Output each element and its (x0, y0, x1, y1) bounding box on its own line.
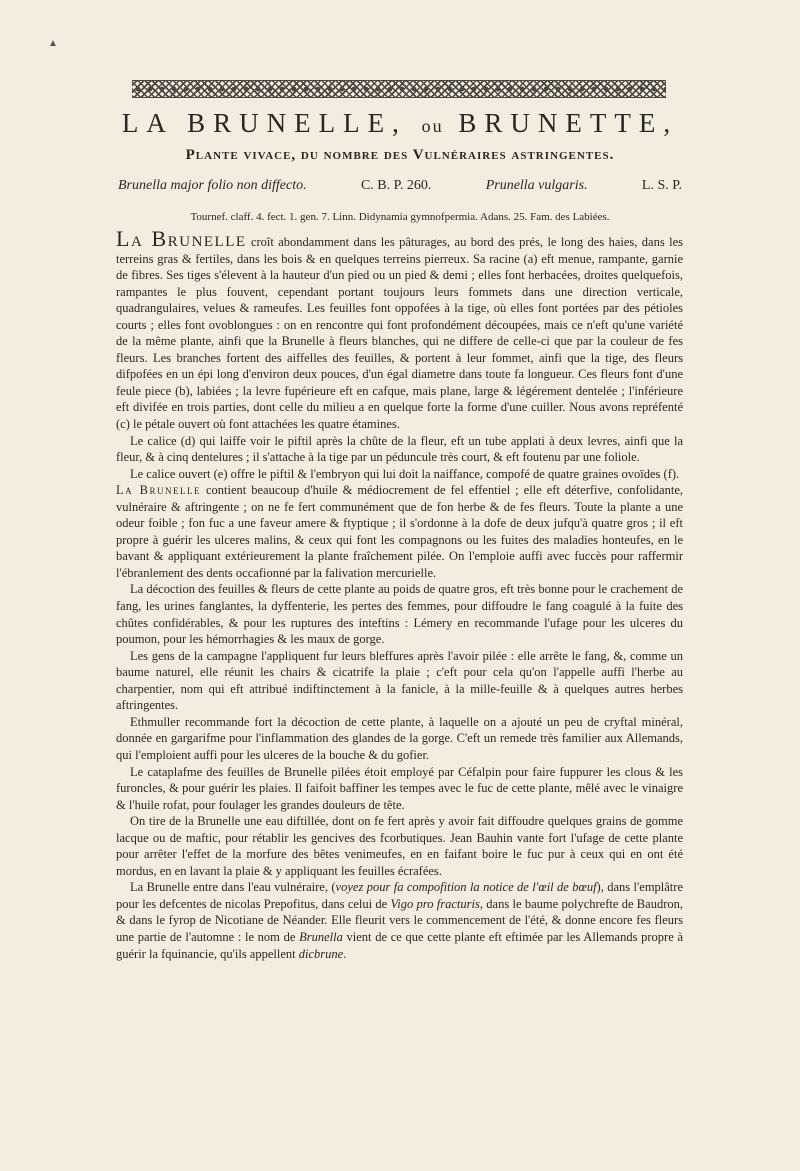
title-main: LA BRUNELLE, (121, 108, 407, 138)
paragraph-10-italic-1: voyez pour fa compofition la notice de l'œil de bœuf (335, 880, 597, 895)
paragraph-1-text: croît abondamment dans les pâturages, au bord des prés, le long des haies, dans les terreins gras & fertiles, dans les bois & en quelques terreins pierreux. Sa racine (a) eft menue, rampante, garnie de fibres. Ses tiges s'élevent à la hauteur d'un pied ou un pied & demi ; elles font herbacées, droites quelquefois, rampantes le plus fouvent, cependant portant toujours leurs fommets dans une direction verticale, quadrangulaires, velues & rameufes. Les feuilles font oppofées à la tige, où elles font portées par des pétioles courts ; elles font ovoblongues : on en rencontre qui font profondément découpées, mais ce n'eft qu'une variété de la même plante, ainfi que la Brunelle à fleurs blanches, qui ne differe de celle-ci que par la couleur de fes fleurs. Les branches fortent des aiffelles des feuilles, & portent à leur fommet, ainfi que la tige, des fleurs difpofées en un épi long d'environ deux pouces, d'un égal diametre dans toute fa longueur. Ces fleurs font d'une feule piece (b), labiées ; la levre fupérieure eft en cafque, mais plane, large & légérement dentelée ; l'inférieure eft divifée en trois parties, dont celle du milieu a en quelque forte la forme d'une cuiller. Nous avons repréfenté (c) le pétale ouvert où font attachées les quatre étamines. (116, 235, 683, 432)
paragraph-6: Les gens de la campagne l'appliquent fur leurs bleffures après l'avoir pilée : elle arrête le fang, &, comme un baume naturel, elle réunit les chairs & cicatrife la plaie ; c'eft pour cela qu'on l'appelle auffi l'herbe au charpentier, nom qui eft attribué indiftinctement à la fanicle, à la mille-feuille & à quelques autres herbes aftringentes. (116, 648, 683, 713)
corner-mark: ▲ (48, 38, 58, 49)
paragraph-10-italic-2: Vigo pro fracturis (390, 896, 480, 911)
paragraph-10-italic-3: Brunella (299, 929, 343, 944)
title-ou: ou (421, 116, 444, 136)
paragraph-10 (116, 879, 683, 962)
paragraph-10-part-c: , dans le baume polychrefte de Baudron, & dans le fyrop de Nicotiane de Néander. Elle fleurit vers le commencement de l'été, & donne encore fes fleurs une partie de l'automne : le nom de (116, 896, 683, 944)
body-text (116, 226, 684, 962)
classification-references: Tournef. claff. 4. fect. 1. gen. 7. Linn. Didynamia gymnofpermia. Adans. 25. Fam. des Labiées. (190, 211, 610, 223)
paragraph-10-part-a: La Brunelle entre dans l'eau vulnéraire, ( (130, 880, 336, 895)
paragraph-10-part-e: . (343, 946, 347, 961)
paragraph-10-part-b: ), dans l'emplâtre pour les defcentes de nicolas Prepofitus, dans celui de (116, 880, 683, 911)
paragraph-1 (116, 226, 683, 433)
synonyms-line (118, 178, 682, 194)
paragraph-4-lead: La Brunelle (116, 483, 201, 498)
paragraph-3: Le calice ouvert (e) offre le piftil & l'embryon qui lui doit la naiffance, compofé de quatre graines ovoïdes (f). (130, 466, 680, 481)
paragraph-4 (116, 482, 683, 581)
paragraph-5: La décoction des feuilles & fleurs de cette plante au poids de quatre gros, eft très bonne pour le crachement de fang, les urines fanglantes, la dyffenterie, les pertes des femmes, pour diffoudre le fang coagulé à la fuite des chûtes confidérables, & pour les ruptures des inteftins : Lémery en recommande l'ufage pour les ulceres du poumon, pour les hémorrhagies & les maux de gorge. (116, 582, 683, 647)
subtitle: Plante vivace, du nombre des Vulnéraires astringentes. (185, 147, 615, 163)
synonym-ref-1: C. B. P. 260. (360, 178, 432, 193)
title-alt: BRUNETTE, (458, 108, 679, 138)
synonym-latin-1: Brunella major folio non diffecto. (118, 178, 307, 193)
paragraph-10-part-d: vient de ce que cette plante eft eftimée par les Allemands propre à guérir la fquinancie, qu'ils appellent (116, 929, 683, 961)
paragraph-10-italic-4: dicbrune (298, 946, 344, 961)
paragraph-7: Ethmuller recommande fort la décoction de cette plante, à laquelle on a ajouté un peu de cryftal minéral, donnée en gargarifme pour l'inflammation des glandes de la gorge. C'eft un remede très familier aux Allemands, qui l'emploient auffi pour les ulceres de la bouche & du gofier. (116, 714, 683, 762)
paragraph-1-lead: La Brunelle (116, 226, 247, 251)
paragraph-4-text: contient beaucoup d'huile & médiocrement de fel effentiel ; elle eft déterfive, confolidante, vulnéraire & aftringente ; on ne fe fert communément que de fon herbe & de fes fleurs. Toute la plante a une odeur foible ; fon fuc a une faveur amere & ftyptique ; il s'ordonne à la dofe de deux jufqu'à quatre gros ; il eft propre à guérir les ulceres malins, & ceux qui font les compagnons ou les fuites des maladies honteufes, en le bavant & appliquant extérieurement la plante fraîchement pilée. On l'emploie auffi avec fuccès pour raffermir l'ébranlement des dents occafionné par la falivation mercurielle. (116, 483, 684, 580)
synonym-ref-2: L. S. P. (641, 178, 682, 193)
page-title (120, 108, 680, 139)
paragraph-2: Le calice (d) qui laiffe voir le piftil après la chûte de la fleur, eft un tube applati à deux levres, ainfi que la fleur, & à cinq dentelures ; il s'attache à la tige par un péduncule très court, & eft foutenu par une foliole. (116, 433, 683, 465)
paragraph-9: On tire de la Brunelle une eau diftillée, dont on fe fert après y avoir fait diffoudre quelques grains de gomme lacque ou de maftic, pour rétablir les gencives des fcorbutiques. Jean Bauhin vante fort l'ufage de cette plante pour arrêter l'effet de la morfure des bêtes venimeufes, en en faifant boire le fuc pur à ceux qui en ont été mordus, en en lavant la plaie & y appliquant les feuilles écrafées. (116, 814, 683, 878)
header-ornament (132, 80, 666, 98)
synonym-latin-2: Prunella vulgaris. (485, 178, 588, 193)
paragraph-8: Le cataplafme des feuilles de Brunelle pilées étoit employé par Céfalpin pour faire fuppurer les clous & les furoncles, & pour guérir les plaies. Il faifoit baffiner les tempes avec le fuc de cette plante, mêlé avec le vinaigre & l'huile rofat, pour foulager les grandes douleurs de tête. (116, 764, 683, 812)
